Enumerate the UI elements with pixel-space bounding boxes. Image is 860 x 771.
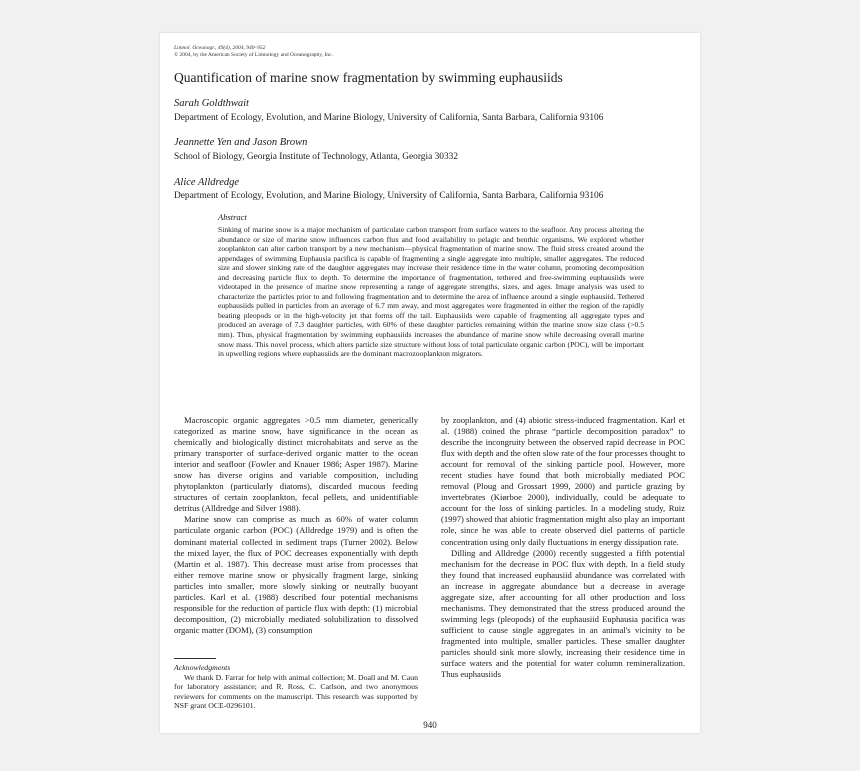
author-2: Jeannette Yen and Jason Brown <box>174 137 308 148</box>
abstract-text: Sinking of marine snow is a major mechanism of particulate carbon transport from surface waters to the seafloor. Any process altering the abundance or size of marine snow influences carbon flux and food availability to pelagic and benthic organisms. We explored whether zooplankton can alter carbon transport by a new mechanism—physical fragmentation of marine snow. The fluid stress created around the appendages of swimming Euphausia pacifica is capable of fragmenting a single aggregate into multiple, smaller aggregates. The reduced size and slower sinking rate of the daughter aggregates may increase their residence time in the water column, promoting decomposition and decreasing particle flux to depth. To determine the importance of fragmentation, tethered and free-swimming euphausiids were videotaped in the presence of marine snow representing a range of aggregate strengths, sizes, and ages. Image analysis was used to characterize the particles prior to and following fragmentation and to determine the area of influence around a single euphausiid. Tethered euphausiids pulled in particles from an average of 6.7 mm away, and most aggregates were fragmented in either the region of the rapidly beating pleopods or in the high-velocity jet that forms off the tail. Euphausiids were capable of fragmenting all aggregate types and produced an average of 7.3 daughter particles, with 60% of these daughter particles remaining within the marine snow size class (>0.5 mm). Thus, physical fragmentation by swimming euphausiids increases the abundance of marine snow while decreasing overall marine snow mass. This novel process, which alters particle size structure without loss of total particulate organic carbon (POC), will be important in upwelling regions where euphausiids are the dominant macrozooplankton migrators. <box>218 225 644 359</box>
copyright-notice: © 2004, by the American Society of Limnology and Oceanography, Inc. <box>174 51 333 58</box>
paper-page <box>160 33 700 733</box>
page-number: 940 <box>423 720 437 730</box>
journal-citation: Limnol. Oceanogr., 49(4), 2004, 940–952 <box>174 45 266 51</box>
paper-title: Quantification of marine snow fragmentation by swimming euphausiids <box>174 70 563 85</box>
body-paragraph: Macroscopic organic aggregates >0.5 mm diameter, generically categorized as marine snow, have significance in the ocean as chemically and biologically distinct microhabitats and serve as the primary transporter of surface-derived organic matter to the ocean interior and seafloor (Fowler and Knauer 1986; Asper 1987). Marine snow has diverse origins and variable composition, including phytoplankton (particularly diatoms), discarded mucous feeding structures of certain zooplankton, fecal pellets, and unidentifiable detritus (Alldredge and Silver 1988). <box>174 415 418 514</box>
acknowledgments-heading: Acknowledgments <box>174 663 231 672</box>
body-paragraph: by zooplankton, and (4) abiotic stress-induced fragmentation. Karl et al. (1988) coined the phrase “particle decomposition paradox” to describe the incongruity between the observed rapid decrease in POC flux with depth and the often slow rate of the four processes thought to account for removal of the sinking particle pool. However, more recent studies have found that both microbially mediated POC removal (Ploug and Grossart 1999, 2000) and particle grazing by invertebrates (Kiørboe 2000), individually, could be adequate to account for the loss of sinking particles. In a modeling study, Ruiz (1997) showed that abiotic fragmentation might also play an important role, since he was able to create observed diel patterns of particle concentration using only daily fluctuations in energy dissipation rate. <box>441 415 685 547</box>
acknowledgments-text: We thank D. Farrar for help with animal collection; M. Doall and M. Caun for laboratory assistance; and R. Ross, C. Carlson, and two anonymous reviewers for comments on the manuscript. This research was supported by NSF grant OCE-0296101. <box>174 673 418 711</box>
affiliation-2: School of Biology, Georgia Institute of Technology, Atlanta, Georgia 30332 <box>174 152 459 162</box>
body-column-left <box>174 415 418 636</box>
abstract-heading: Abstract <box>218 212 247 222</box>
body-paragraph: Marine snow can comprise as much as 60% of water column particulate organic carbon (POC) (Alldredge 1979) and is often the dominant material collected in sediment traps (Turner 2002). Below the mixed layer, the flux of POC decreases exponentially with depth (Martin et al. 1987). This decrease must arise from processes that either remove marine snow or physically fragment large, sinking particles into smaller, more slowly sinking or neutrally buoyant particles. Karl et al. (1988) described four potential mechanisms responsible for the reduction of particle flux with depth: (1) microbial decomposition, (2) microbially mediated solubilization to dissolved organic matter (DOM), (3) consumption <box>174 514 418 635</box>
author-1: Sarah Goldthwait <box>174 98 249 109</box>
footnote-divider <box>174 658 216 659</box>
affiliation-3: Department of Ecology, Evolution, and Marine Biology, University of California, Santa Barbara, California 93106 <box>174 191 604 201</box>
body-paragraph: Dilling and Alldredge (2000) recently suggested a fifth potential mechanism for the decrease in POC flux with depth. In a field study they found that increased euphausiid abundance was correlated with an increase in aggregate abundance but a decrease in average aggregate size, after accounting for all other production and loss mechanisms. They demonstrated that the stress produced around the swimming legs (pleopods) of the euphausiid Euphausia pacifica was sufficient to cause single aggregates in an animal's vicinity to be fragmented into multiple, smaller particles. These smaller daughter particles should sink more slowly, increasing their residence time in surface waters and the potential for water column remineralization. Thus euphausiids <box>441 547 685 680</box>
journal-header <box>174 45 333 58</box>
author-3: Alice Alldredge <box>174 177 240 188</box>
body-column-right <box>441 415 685 680</box>
affiliation-1: Department of Ecology, Evolution, and Marine Biology, University of California, Santa Barbara, California 93106 <box>174 113 604 123</box>
